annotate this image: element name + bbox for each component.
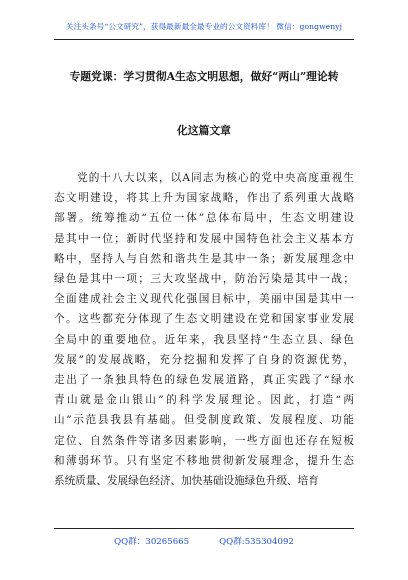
- body-line: 发展”的发展战略，充分挖掘和发挥了自身的资源优势，: [54, 353, 354, 366]
- body-line: 走出了一条独具特色的绿色发展道路，真正实践了“绿水: [54, 374, 354, 386]
- body-line: 态文明建设，将其上升为国家战略，作出了系列重大战略: [54, 192, 354, 205]
- body-line: 青山就是金山银山”的科学发展理论。因此，打造“两: [54, 394, 354, 407]
- document-title-line-2: 化这篇文章: [177, 124, 231, 137]
- header-note: 关注头条号“公文研究”，获得最新最全最专业的公文资料库！ 微信：gongwenyj: [65, 22, 343, 31]
- footer: [0, 535, 408, 547]
- footer-qq-group-1: QQ群：30265665: [114, 537, 190, 547]
- body-line: 个。这些都充分体现了生态文明建设在党和国家事业发展: [54, 313, 354, 326]
- body-line: 全面建成社会主义现代化强国目标中，美丽中国是其中一: [54, 293, 354, 306]
- document-title-line-1: 专题党课：学习贯彻A生态文明思想，做好“两山”理论转: [69, 70, 339, 83]
- body-line: 部署。统筹推动“五位一体”总体布局中，生态文明建设: [54, 212, 354, 225]
- body-line: 略中，坚持人与自然和谐共生是其中一条；新发展理念中: [54, 252, 354, 265]
- body-line: 党的十八大以来，以A同志为核心的党中央高度重视生: [77, 172, 354, 184]
- footer-qq-group-2: QQ群:535304092: [219, 537, 294, 547]
- header-divider: [54, 39, 354, 40]
- body-line: 绿色是其中一项；三大攻坚战中，防治污染是其中一战；: [54, 273, 354, 285]
- body-line: 定位、自然条件等诸多因素影响，一些方面也还存在短板: [54, 434, 354, 447]
- body-line: 系统质量、发展绿色经济、加快基础设施绿色升级、培育: [54, 475, 319, 487]
- footer-divider: [54, 528, 354, 529]
- body-line: 山”示范县我县有基础。但受制度政策、发展程度、功能: [54, 414, 354, 427]
- body-line: 全局中的重要地位。近年来，我县坚持“生态立县、绿色: [54, 333, 354, 346]
- body-line: 和薄弱环节。只有坚定不移地贯彻新发展理念，提升生态: [54, 454, 354, 467]
- body-line: 是其中一位；新时代坚持和发展中国特色社会主义基本方: [54, 232, 354, 245]
